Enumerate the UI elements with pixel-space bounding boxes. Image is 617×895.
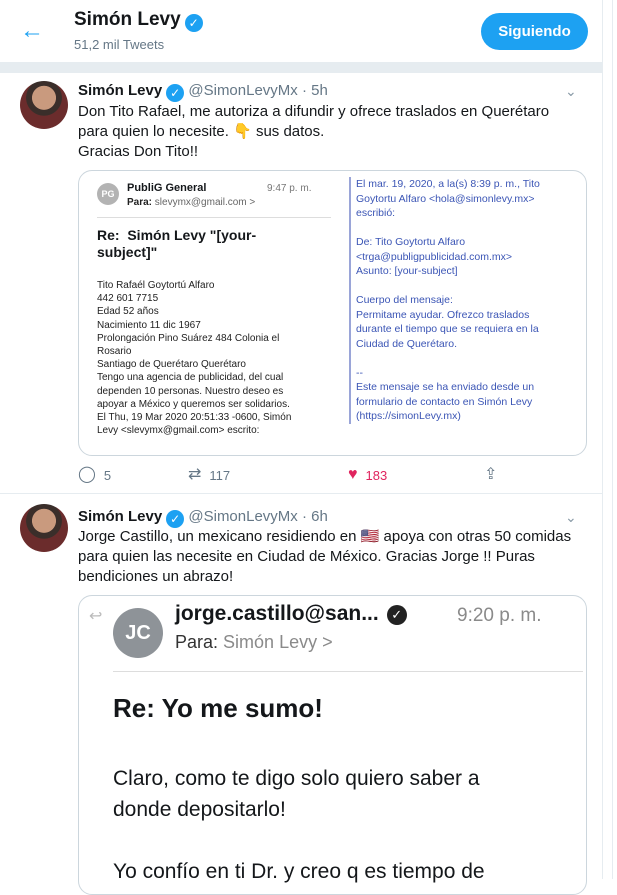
tweet-time[interactable]: · 6h [301, 508, 328, 525]
email-recipient: Para: Simón Levy > [175, 632, 333, 652]
email-time: 9:47 p. m. [267, 183, 312, 194]
tweet-image-email[interactable] [78, 170, 587, 456]
avatar[interactable] [20, 81, 68, 129]
divider [113, 671, 583, 672]
tweet-text: Jorge Castillo, un mexicano residiendo en 🇺🇸 apoya con otras 50 comidas para quien las necesite en Ciudad de México. Gracias Jorge !! Puras bendiciones un abrazo! [78, 528, 572, 585]
following-button[interactable]: Siguiendo [481, 13, 588, 50]
tweet-handle[interactable]: @SimonLevyMx [188, 82, 298, 99]
retweet-button[interactable]: ⇄ 117 [188, 466, 231, 483]
email-subject: Re: Yo me sumo! [113, 693, 323, 723]
tweet-text: Don Tito Rafael, me autoriza a difundir y ofrece traslados en Querétaro para quien lo necesite. 👇 sus datos. Gracias Don Tito!! [78, 103, 550, 160]
verified-badge-icon: ✓ [166, 510, 184, 528]
tweet-author[interactable]: Simón Levy ✓ @SimonLevyMx · 6h [78, 508, 328, 526]
sender-avatar: PG [97, 183, 119, 205]
tweet-actions [78, 467, 578, 487]
email-sender: jorge.castillo@san... ✓ [175, 602, 407, 626]
reply-button[interactable]: ◯ 5 [78, 466, 112, 483]
email-subject: Re: Simón Levy "[your- subject]" [97, 227, 257, 260]
chevron-down-icon[interactable]: ⌄ [565, 509, 577, 525]
tweet[interactable] [0, 494, 603, 883]
email-sender: PubliG General [127, 182, 207, 194]
divider [0, 63, 603, 73]
verified-badge-icon: ✓ [185, 14, 203, 32]
verified-badge-icon: ✓ [166, 84, 184, 102]
tweet-time[interactable]: · 5h [301, 82, 328, 99]
share-icon: ⇪ [484, 466, 498, 483]
email-left-pane [79, 171, 341, 455]
column-border [612, 0, 613, 879]
chevron-down-icon[interactable]: ⌄ [565, 83, 577, 99]
avatar[interactable] [20, 504, 68, 552]
retweet-icon: ⇄ [188, 466, 202, 483]
email-time: 9:20 p. m. [457, 605, 542, 626]
reply-icon: ◯ [78, 466, 96, 483]
profile-header [0, 0, 603, 63]
tweet-handle[interactable]: @SimonLevyMx [188, 508, 298, 525]
reply-arrow-icon: ↩ [89, 608, 103, 625]
tweet-author[interactable]: Simón Levy ✓ @SimonLevyMx · 5h [78, 82, 328, 100]
verified-badge-icon: ✓ [387, 605, 407, 625]
share-button[interactable] [484, 467, 497, 483]
email-body: Claro, como te digo solo quiero saber a donde depositarlo! Yo confío en ti Dr. y creo q es tiempo de [113, 767, 485, 883]
tweet-count: 51,2 mil Tweets [74, 37, 165, 52]
sender-avatar: JC [113, 608, 163, 658]
email-body: Tito Rafaél Goytortú Alfaro 442 601 7715 Edad 52 años Nacimiento 11 dic 1967 Prolongación Pino Suárez 484 Colonia el Rosario Santiago de Querétaro Querétaro Tengo una agencia de publicidad, del cual dependen 10 personas. Nuestro deseo es apoyar a México y queremos ser solidarios. El Thu, 19 Mar 2020 20:51:33 -0600, Simón Levy <slevymx@gmail.com> escrito: [97, 280, 292, 437]
profile-name: Simón Levy ✓ [74, 9, 203, 32]
like-button[interactable]: ♥ 183 [348, 466, 388, 483]
tweet[interactable] [0, 73, 603, 493]
heart-icon: ♥ [348, 466, 358, 483]
email-quoted-text: El mar. 19, 2020, a la(s) 8:39 p. m., Tito Goytortu Alfaro <hola@simonlevy.mx> escribió: De: Tito Goytortu Alfaro <trga@publigpublicidad.com.mx> Asunto: [your-subject] Cuerpo del mensaje: Permitame ayudar. Ofrezco traslados durante el tiempo que se requiera en la Ciudad de Querétaro. -- Este mensaje se ha enviado desde un formulario de contacto en Simón Levy (https://simonLevy.mx) [349, 177, 584, 424]
tweet-image-email[interactable] [78, 595, 587, 895]
divider [97, 217, 331, 218]
email-recipient: Para: slevymx@gmail.com > [127, 197, 256, 208]
arrow-left-icon[interactable]: ← [20, 17, 44, 44]
